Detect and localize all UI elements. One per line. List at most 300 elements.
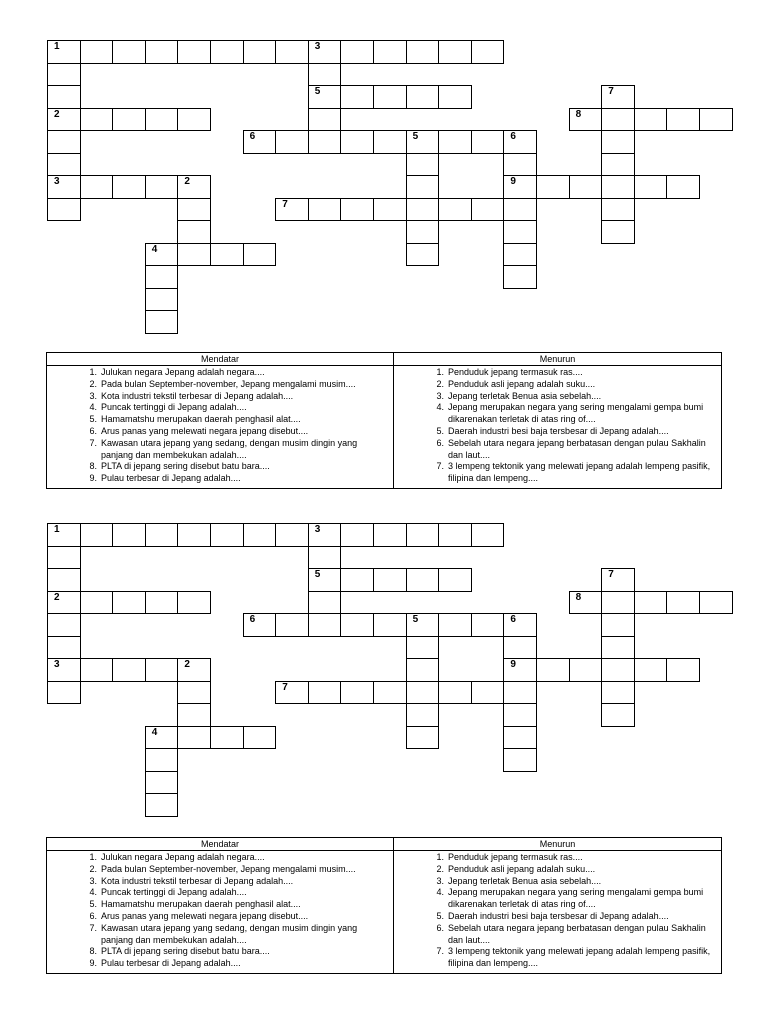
clue-item-number: 3. [89, 390, 97, 401]
crossword-cell[interactable] [406, 681, 440, 705]
crossword-cell[interactable] [666, 108, 700, 132]
clue-item-text: Kota industri tekstil terbesar di Jepang adalah.... [101, 875, 294, 886]
crossword-cell[interactable] [601, 681, 635, 705]
crossword-cell[interactable] [243, 130, 277, 154]
clue-item-text: Pada bulan September-november, Jepang mengalami musim.... [101, 863, 356, 874]
menurun-clue-item [398, 461, 717, 485]
crossword-cell[interactable] [275, 523, 309, 547]
crossword-cell[interactable] [145, 748, 179, 772]
crossword-cell[interactable] [145, 175, 179, 199]
clue-item-number: 5. [436, 910, 444, 921]
crossword-cell[interactable] [243, 613, 277, 637]
clue-item-number: 1. [89, 852, 97, 862]
clue-number: 8 [575, 591, 582, 603]
crossword-cell[interactable] [406, 130, 440, 154]
mendatar-header: Mendatar [47, 838, 394, 851]
crossword-cell[interactable] [340, 681, 374, 705]
crossword-cell[interactable] [406, 243, 440, 267]
clue-number: 3 [54, 176, 60, 187]
crossword-cell[interactable] [666, 175, 700, 199]
crossword-cell[interactable] [210, 243, 244, 267]
crossword-cell[interactable] [536, 658, 570, 682]
menurun-clue-item [398, 391, 717, 403]
crossword-cell[interactable] [80, 175, 114, 199]
crossword-cell[interactable] [145, 726, 179, 750]
crossword-cell[interactable] [275, 613, 309, 637]
crossword-cell[interactable] [438, 130, 472, 154]
mendatar-clue-item [51, 876, 389, 888]
crossword-cell[interactable] [438, 198, 472, 222]
crossword-cell[interactable] [340, 198, 374, 222]
crossword-cell[interactable] [308, 613, 342, 637]
clue-number: 9 [510, 176, 516, 187]
crossword-cell[interactable] [308, 523, 342, 547]
clue-number: 2 [184, 659, 190, 670]
clue-number: 7 [282, 681, 288, 693]
crossword-cell[interactable] [601, 153, 635, 177]
crossword-cell[interactable] [406, 198, 440, 222]
clue-item-number: 1. [436, 367, 444, 377]
clue-item-text: Kota industri tekstil terbesar di Jepang adalah.... [101, 390, 294, 401]
clue-number: 2 [54, 591, 60, 603]
clue-item-number: 2. [436, 378, 444, 389]
crossword-cell[interactable] [666, 591, 700, 615]
crossword-cell[interactable] [308, 546, 342, 570]
clue-number: 2 [54, 108, 60, 120]
clue-number: 5 [314, 569, 321, 580]
crossword-cell[interactable] [340, 130, 374, 154]
clue-table [46, 352, 722, 489]
mendatar-clue-item [51, 899, 389, 911]
crossword-cell[interactable] [438, 613, 472, 637]
mendatar-clue-item [51, 414, 389, 426]
crossword-cell[interactable] [275, 681, 309, 705]
crossword-cell[interactable] [145, 310, 179, 334]
crossword-cell[interactable] [471, 523, 505, 547]
crossword-cell[interactable] [47, 523, 81, 547]
crossword-cell[interactable] [601, 198, 635, 222]
crossword-cell[interactable] [47, 108, 81, 132]
clue-item-text: Jepang terletak Benua asia sebelah.... [448, 875, 602, 886]
crossword-cell[interactable] [80, 658, 114, 682]
crossword-cell[interactable] [406, 85, 440, 109]
menurun-clues [394, 366, 722, 489]
crossword-cell[interactable] [503, 153, 537, 177]
clue-item-number: 2. [89, 863, 97, 874]
clue-item-text: Pulau terbesar di Jepang adalah.... [101, 473, 241, 484]
crossword-cell[interactable] [177, 591, 211, 615]
crossword-cell[interactable] [503, 681, 537, 705]
mendatar-clue-item [51, 367, 389, 379]
clue-item-number: 1. [436, 852, 444, 862]
crossword-cell[interactable] [406, 175, 440, 199]
crossword-cell[interactable] [406, 636, 440, 660]
crossword-cell[interactable] [47, 130, 81, 154]
clue-item-text: Kawasan utara jepang yang sedang, dengan musim dingin yang panjang dan membekukan adalah.... [101, 437, 358, 460]
clue-item-text: Julukan negara Jepang adalah negara.... [101, 367, 265, 377]
crossword-cell[interactable] [177, 681, 211, 705]
crossword-cell[interactable] [438, 568, 472, 592]
clue-item-text: Pulau terbesar di Jepang adalah.... [101, 958, 241, 969]
crossword-cell[interactable] [406, 726, 440, 750]
clue-item-number: 2. [436, 863, 444, 874]
crossword-cell[interactable] [177, 703, 211, 727]
crossword-cell[interactable] [308, 591, 342, 615]
clue-item-text: Puncak tertinggi di Jepang adalah.... [101, 402, 247, 413]
crossword-cell[interactable] [503, 198, 537, 222]
clue-item-number: 3. [436, 875, 444, 886]
crossword-cell[interactable] [438, 523, 472, 547]
crossword-cell[interactable] [601, 613, 635, 637]
crossword-cell[interactable] [601, 703, 635, 727]
clue-number: 9 [510, 659, 516, 670]
mendatar-clues [47, 851, 394, 974]
crossword-cell[interactable] [275, 130, 309, 154]
crossword-cell[interactable] [503, 658, 537, 682]
crossword-cell[interactable] [699, 108, 733, 132]
crossword-cell[interactable] [80, 40, 114, 64]
clue-item-number: 8. [89, 946, 97, 957]
mendatar-clue-item [51, 958, 389, 970]
crossword-cell[interactable] [503, 220, 537, 244]
mendatar-clue-item [51, 379, 389, 391]
mendatar-clue-item [51, 391, 389, 403]
menurun-clue-item [398, 852, 717, 864]
clue-item-text: Daerah industri besi baja tersbesar di Jepang adalah.... [448, 910, 669, 921]
crossword-cell[interactable] [601, 636, 635, 660]
crossword-cell[interactable] [47, 85, 81, 109]
menurun-clue-item [398, 426, 717, 438]
crossword-cell[interactable] [112, 40, 146, 64]
crossword-cell[interactable] [438, 40, 472, 64]
crossword-cell[interactable] [177, 198, 211, 222]
menurun-clue-item [398, 864, 717, 876]
crossword-cell[interactable] [308, 85, 342, 109]
worksheet-copy-1 [0, 0, 768, 500]
menurun-clue-item [398, 379, 717, 391]
crossword-cell[interactable] [275, 198, 309, 222]
crossword-cell[interactable] [373, 568, 407, 592]
clue-item-number: 6. [436, 437, 444, 448]
crossword-cell[interactable] [177, 40, 211, 64]
menurun-clue-item [398, 923, 717, 947]
clue-item-text: Pada bulan September-november, Jepang mengalami musim.... [101, 378, 356, 389]
crossword-cell[interactable] [601, 568, 635, 592]
crossword-cell[interactable] [47, 40, 81, 64]
crossword-cell[interactable] [601, 591, 635, 615]
clue-item-number: 4. [89, 887, 97, 898]
crossword-cell[interactable] [471, 613, 505, 637]
mendatar-clue-item [51, 864, 389, 876]
clue-item-text: Jepang merupakan negara yang sering mengalami gempa bumi dikarenakan terletak di atas ring of.... [448, 887, 704, 910]
crossword-cell[interactable] [373, 85, 407, 109]
mendatar-clue-item [51, 461, 389, 473]
clue-number: 6 [510, 614, 516, 625]
crossword-cell[interactable] [145, 40, 179, 64]
clue-item-number: 3. [436, 390, 444, 401]
clue-item-text: Penduduk asli jepang adalah suku.... [448, 378, 596, 389]
mendatar-clue-item [51, 438, 389, 462]
clue-item-text: Penduduk asli jepang adalah suku.... [448, 863, 596, 874]
mendatar-clue-item [51, 402, 389, 414]
crossword-cell[interactable] [145, 771, 179, 795]
crossword-cell[interactable] [406, 220, 440, 244]
clue-number: 5 [412, 614, 419, 625]
crossword-grid [0, 483, 768, 783]
crossword-cell[interactable] [406, 613, 440, 637]
menurun-clues [394, 851, 722, 974]
clue-number: 5 [314, 86, 321, 97]
crossword-cell[interactable] [601, 85, 635, 109]
clue-item-number: 3. [89, 875, 97, 886]
crossword-cell[interactable] [340, 40, 374, 64]
crossword-cell[interactable] [373, 681, 407, 705]
crossword-cell[interactable] [406, 703, 440, 727]
crossword-cell[interactable] [373, 130, 407, 154]
crossword-cell[interactable] [438, 681, 472, 705]
mendatar-clue-item [51, 426, 389, 438]
menurun-header: Menurun [394, 838, 722, 851]
crossword-cell[interactable] [80, 591, 114, 615]
crossword-cell[interactable] [145, 523, 179, 547]
crossword-cell[interactable] [47, 636, 81, 660]
clue-item-number: 7. [436, 946, 444, 957]
crossword-cell[interactable] [406, 40, 440, 64]
menurun-clue-item [398, 946, 717, 970]
clue-item-number: 9. [89, 958, 97, 969]
crossword-cell[interactable] [177, 243, 211, 267]
clue-table [46, 837, 722, 974]
menurun-clue-item [398, 876, 717, 888]
clue-number: 8 [575, 108, 582, 120]
crossword-cell[interactable] [699, 591, 733, 615]
clue-number: 6 [510, 131, 516, 142]
crossword-cell[interactable] [406, 658, 440, 682]
crossword-cell[interactable] [47, 681, 81, 705]
crossword-cell[interactable] [471, 198, 505, 222]
crossword-cell[interactable] [601, 130, 635, 154]
crossword-cell[interactable] [177, 175, 211, 199]
crossword-cell[interactable] [471, 681, 505, 705]
clue-item-text: Jepang merupakan negara yang sering mengalami gempa bumi dikarenakan terletak di atas ring of.... [448, 402, 704, 425]
crossword-cell[interactable] [243, 243, 277, 267]
mendatar-header: Mendatar [47, 353, 394, 366]
mendatar-clue-item [51, 887, 389, 899]
clue-number: 5 [412, 131, 419, 142]
clue-number: 6 [249, 131, 256, 142]
crossword-cell[interactable] [536, 175, 570, 199]
crossword-cell[interactable] [145, 793, 179, 817]
clue-item-text: Hamamatshu merupakan daerah penghasil alat.... [101, 899, 301, 910]
crossword-cell[interactable] [47, 153, 81, 177]
clue-number: 7 [608, 86, 614, 97]
crossword-cell[interactable] [80, 523, 114, 547]
crossword-cell[interactable] [634, 658, 668, 682]
crossword-cell[interactable] [210, 523, 244, 547]
mendatar-clue-item [51, 911, 389, 923]
crossword-cell[interactable] [308, 63, 342, 87]
crossword-cell[interactable] [112, 523, 146, 547]
crossword-cell[interactable] [601, 175, 635, 199]
crossword-cell[interactable] [308, 681, 342, 705]
crossword-cell[interactable] [569, 175, 603, 199]
crossword-cell[interactable] [145, 591, 179, 615]
clue-item-number: 5. [89, 899, 97, 910]
crossword-cell[interactable] [177, 726, 211, 750]
crossword-grid [0, 0, 768, 300]
clue-item-number: 6. [436, 922, 444, 933]
crossword-cell[interactable] [47, 568, 81, 592]
crossword-cell[interactable] [406, 568, 440, 592]
crossword-cell[interactable] [112, 591, 146, 615]
crossword-cell[interactable] [308, 108, 342, 132]
crossword-cell[interactable] [308, 130, 342, 154]
menurun-header: Menurun [394, 353, 722, 366]
crossword-cell[interactable] [308, 568, 342, 592]
crossword-cell[interactable] [47, 175, 81, 199]
crossword-cell[interactable] [601, 658, 635, 682]
clue-item-number: 5. [436, 425, 444, 436]
crossword-cell[interactable] [340, 85, 374, 109]
crossword-cell[interactable] [340, 568, 374, 592]
crossword-cell[interactable] [438, 85, 472, 109]
crossword-cell[interactable] [177, 523, 211, 547]
crossword-cell[interactable] [340, 523, 374, 547]
clue-item-text: Sebelah utara negara jepang berbatasan dengan pulau Sakhalin dan laut.... [448, 437, 706, 460]
crossword-cell[interactable] [569, 658, 603, 682]
crossword-cell[interactable] [308, 40, 342, 64]
crossword-cell[interactable] [47, 613, 81, 637]
mendatar-clue-item [51, 852, 389, 864]
crossword-cell[interactable] [210, 726, 244, 750]
crossword-cell[interactable] [177, 220, 211, 244]
crossword-cell[interactable] [503, 748, 537, 772]
crossword-cell[interactable] [243, 40, 277, 64]
clue-number: 6 [249, 614, 256, 625]
clue-number: 4 [151, 726, 158, 738]
clue-item-text: Jepang terletak Benua asia sebelah.... [448, 390, 602, 401]
clue-item-text: Penduduk jepang termasuk ras.... [448, 367, 583, 377]
crossword-cell[interactable] [471, 40, 505, 64]
crossword-cell[interactable] [210, 40, 244, 64]
crossword-cell[interactable] [145, 108, 179, 132]
crossword-cell[interactable] [569, 591, 603, 615]
menurun-clue-item [398, 887, 717, 911]
crossword-cell[interactable] [47, 591, 81, 615]
crossword-cell[interactable] [145, 288, 179, 312]
clue-number: 3 [54, 659, 60, 670]
crossword-cell[interactable] [275, 40, 309, 64]
crossword-cell[interactable] [471, 130, 505, 154]
menurun-clue-item [398, 402, 717, 426]
clue-number: 1 [54, 524, 60, 535]
crossword-cell[interactable] [373, 198, 407, 222]
crossword-cell[interactable] [177, 108, 211, 132]
crossword-cell[interactable] [503, 243, 537, 267]
crossword-cell[interactable] [503, 726, 537, 750]
mendatar-clue-item [51, 923, 389, 947]
clue-item-number: 7. [89, 922, 97, 933]
crossword-cell[interactable] [80, 108, 114, 132]
crossword-cell[interactable] [47, 198, 81, 222]
clue-item-number: 7. [436, 461, 444, 472]
clue-number: 3 [314, 41, 321, 52]
clue-item-text: Sebelah utara negara jepang berbatasan dengan pulau Sakhalin dan laut.... [448, 922, 706, 945]
crossword-cell[interactable] [373, 613, 407, 637]
crossword-cell[interactable] [340, 613, 374, 637]
clue-item-text: Hamamatshu merupakan daerah penghasil alat.... [101, 414, 301, 425]
crossword-cell[interactable] [503, 613, 537, 637]
crossword-cell[interactable] [112, 175, 146, 199]
clue-item-number: 7. [89, 437, 97, 448]
crossword-cell[interactable] [47, 658, 81, 682]
crossword-cell[interactable] [145, 658, 179, 682]
crossword-cell[interactable] [601, 220, 635, 244]
crossword-cell[interactable] [373, 523, 407, 547]
clue-number: 1 [54, 41, 60, 52]
clue-number: 4 [151, 243, 158, 255]
clue-item-number: 4. [89, 402, 97, 413]
clue-number: 3 [314, 524, 321, 535]
crossword-cell[interactable] [406, 523, 440, 547]
clue-item-text: Arus panas yang melewati negara jepang disebut.... [101, 910, 309, 921]
crossword-cell[interactable] [634, 591, 668, 615]
crossword-cell[interactable] [308, 198, 342, 222]
clue-number: 7 [282, 198, 288, 210]
crossword-cell[interactable] [406, 153, 440, 177]
menurun-clue-item [398, 911, 717, 923]
crossword-cell[interactable] [666, 658, 700, 682]
clue-item-number: 1. [89, 367, 97, 377]
crossword-cell[interactable] [503, 636, 537, 660]
clue-item-text: PLTA di jepang sering disebut batu bara.... [101, 461, 270, 472]
crossword-cell[interactable] [47, 546, 81, 570]
clue-item-text: Puncak tertinggi di Jepang adalah.... [101, 887, 247, 898]
crossword-cell[interactable] [373, 40, 407, 64]
crossword-cell[interactable] [145, 243, 179, 267]
crossword-cell[interactable] [569, 108, 603, 132]
crossword-cell[interactable] [634, 175, 668, 199]
crossword-cell[interactable] [503, 175, 537, 199]
crossword-cell[interactable] [112, 658, 146, 682]
crossword-cell[interactable] [47, 63, 81, 87]
clue-item-text: Penduduk jepang termasuk ras.... [448, 852, 583, 862]
crossword-cell[interactable] [634, 108, 668, 132]
crossword-cell[interactable] [243, 523, 277, 547]
clue-number: 7 [608, 569, 614, 580]
clue-item-text: Arus panas yang melewati negara jepang disebut.... [101, 425, 309, 436]
menurun-clue-item [398, 367, 717, 379]
crossword-cell[interactable] [503, 265, 537, 289]
crossword-cell[interactable] [503, 703, 537, 727]
crossword-cell[interactable] [145, 265, 179, 289]
mendatar-clue-item [51, 946, 389, 958]
clue-item-number: 6. [89, 910, 97, 921]
crossword-cell[interactable] [177, 658, 211, 682]
clue-item-text: PLTA di jepang sering disebut batu bara.... [101, 946, 270, 957]
clue-item-number: 4. [436, 402, 444, 413]
crossword-cell[interactable] [503, 130, 537, 154]
clue-item-text: Julukan negara Jepang adalah negara.... [101, 852, 265, 862]
clue-item-number: 5. [89, 414, 97, 425]
clue-item-number: 9. [89, 473, 97, 484]
crossword-cell[interactable] [243, 726, 277, 750]
crossword-cell[interactable] [112, 108, 146, 132]
crossword-cell[interactable] [601, 108, 635, 132]
clue-item-number: 6. [89, 425, 97, 436]
clue-item-number: 4. [436, 887, 444, 898]
clue-number: 2 [184, 176, 190, 187]
